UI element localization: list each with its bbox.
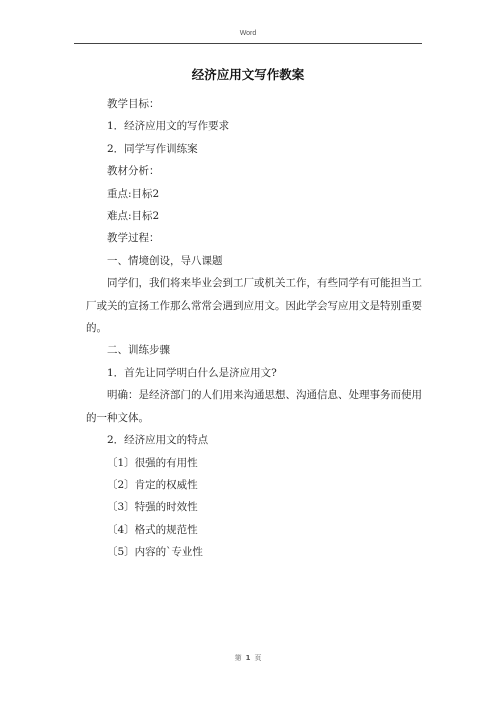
document-title: 经济应用文写作教案 (191, 67, 305, 82)
paragraph-section-two-heading: 二、训练步骤 (107, 344, 170, 357)
paragraph-feature-5: 〔5〕内容的`专业性 (107, 546, 203, 559)
paragraph-goal-2: 2．同学写作训练案 (107, 142, 198, 155)
paragraph-difficult-point: 难点:目标2 (107, 210, 160, 223)
paragraph-definition: 明确：是经济部门的人们用来沟通思想、沟通信息、处理事务而使用的一种文体。 (86, 389, 422, 424)
paragraph-section-one-heading: 一、情境创设，导八课题 (107, 254, 223, 267)
page-header (0, 29, 496, 38)
paragraph-feature-4: 〔4〕格式的规范性 (107, 523, 198, 536)
header-app-label: Word (239, 30, 257, 37)
paragraph-step-2: 2．经济应用文的特点 (107, 434, 209, 447)
footer-prefix: 第 (234, 654, 242, 662)
header-divider (74, 43, 422, 44)
page-number: 1 (245, 654, 251, 662)
document-body (86, 93, 422, 564)
paragraph-feature-2: 〔2〕肯定的权威性 (107, 478, 198, 491)
paragraph-feature-1: 〔1〕很强的有用性 (107, 456, 198, 469)
paragraph-material-analysis-heading: 教材分析： (107, 165, 160, 178)
page-footer (0, 654, 496, 663)
paragraph-feature-3: 〔3〕特强的时效性 (107, 501, 198, 514)
paragraph-key-point: 重点:目标2 (107, 187, 160, 200)
footer-suffix: 页 (254, 654, 262, 662)
paragraph-teaching-process-heading: 教学过程： (107, 232, 160, 245)
paragraph-intro-text: 同学们，我们将来毕业会到工厂或机关工作，有些同学有可能担当工厂或关的宣扬工作那么常常会遇到应用文。因此学会写应用文是特别重要的。 (86, 277, 422, 335)
paragraph-goal-1: 1．经济应用文的写作要求 (107, 120, 230, 133)
paragraph-step-1: 1．首先让同学明白什么是济应用文? (107, 366, 277, 379)
paragraph-teaching-goals-heading: 教学目标： (107, 98, 160, 110)
